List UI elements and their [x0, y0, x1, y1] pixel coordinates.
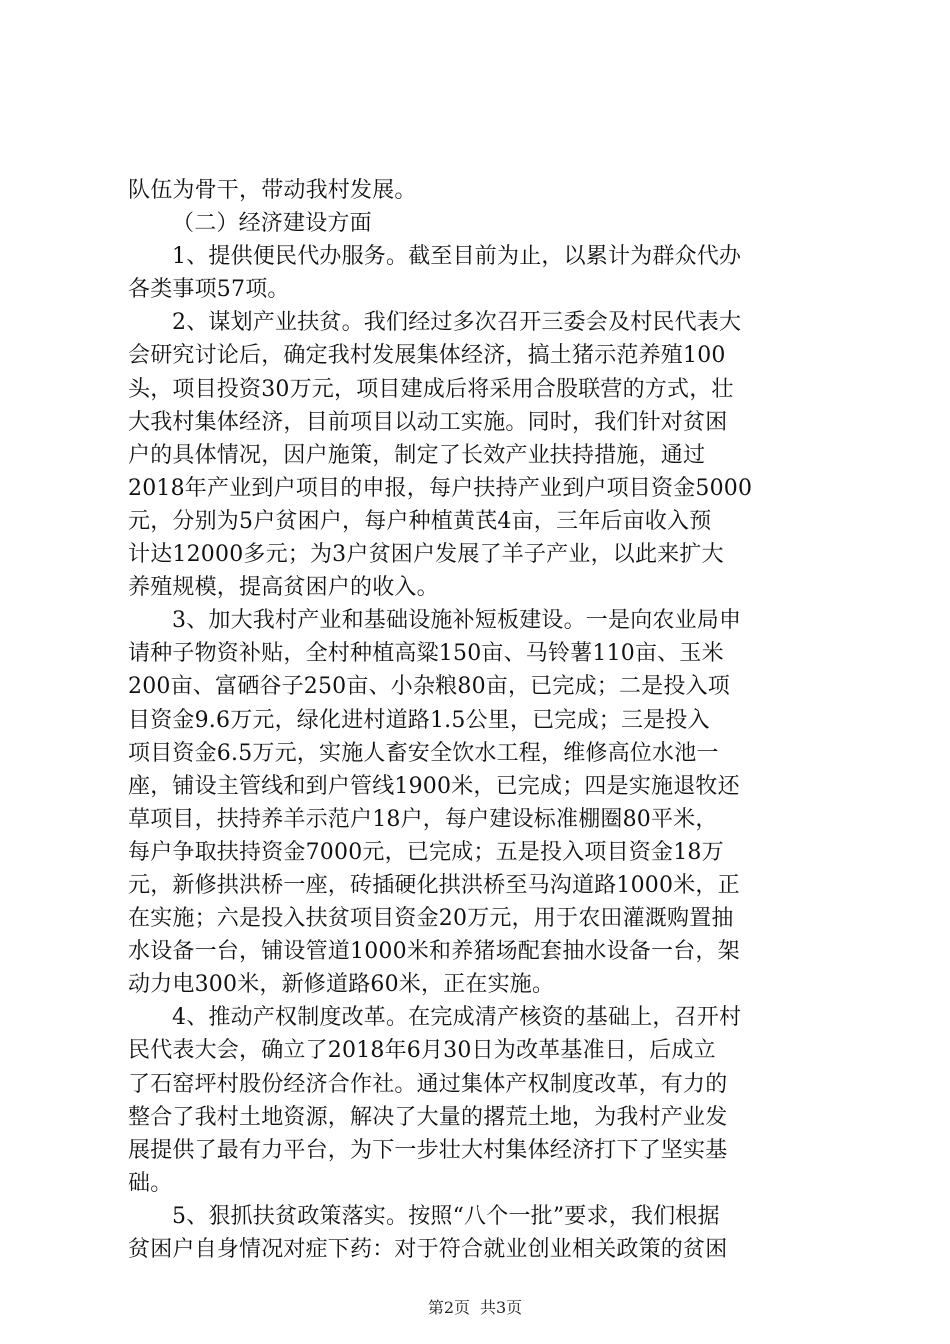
text-line: 水设备一台，铺设管道1000米和养猪场配套抽水设备一台，架 — [128, 939, 740, 965]
text-line: 元，分别为5户贫困户，每户种植黄芪4亩，三年后亩收入预 — [128, 508, 712, 534]
text-line: 计达12000多元；为3户贫困户发展了羊子产业，以此来扩大 — [128, 542, 724, 568]
text-line: 项目资金6.5万元，实施人畜安全饮水工程，维修高位水池一 — [128, 740, 719, 766]
text-line: 目资金9.6万元，绿化进村道路1.5公里，已完成；三是投入 — [128, 707, 710, 733]
text-line: 元，新修拱洪桥一座，砖插硬化拱洪桥至马沟道路1000米，正 — [128, 872, 740, 898]
text-line: 4、推动产权制度改革。在完成清产核资的基础上，召开村 — [172, 1005, 742, 1031]
text-line: 在实施；六是投入扶贫项目资金20万元，用于农田灌溉购置抽 — [128, 906, 734, 932]
text-line: 队伍为骨干，带动我村发展。 — [128, 178, 417, 203]
text-line: （二）经济建设方面 — [172, 211, 372, 237]
text-line: 养殖规模，提高贫困户的收入。 — [128, 575, 439, 601]
text-line: 头，项目投资30万元，项目建成后将采用合股联营的方式，壮 — [128, 376, 734, 402]
text-line: 各类事项57项。 — [128, 277, 290, 303]
text-line: 大我村集体经济，目前项目以动工实施。同时，我们针对贫困 — [128, 409, 728, 435]
text-line: 民代表大会，确立了2018年6月30日为改革基准日，后成立 — [128, 1038, 716, 1064]
page-footer — [0, 1298, 950, 1318]
text-line: 1、提供便民代办服务。截至目前为止，以累计为群众代办 — [172, 244, 742, 270]
text-line: 整合了我村土地资源，解决了大量的撂荒土地，为我村产业发 — [128, 1104, 728, 1130]
text-line: 5、狠抓扶贫政策落实。按照“八个一批”要求，我们根据 — [172, 1203, 720, 1229]
page-total: 共3页 — [480, 1298, 523, 1317]
text-line: 动力电300米，新修道路60米，正在实施。 — [128, 972, 555, 998]
text-line: 请种子物资补贴，全村种植高粱150亩、马铃薯110亩、玉米 — [128, 641, 724, 667]
text-line: 2018年产业到户项目的申报，每户扶持产业到户项目资金5000 — [128, 475, 753, 501]
text-line: 草项目，扶持养羊示范户18户，每户建设标准棚圈80平米， — [128, 806, 718, 832]
page-number: 第2页 — [427, 1298, 470, 1317]
text-line: 础。 — [128, 1170, 173, 1196]
text-line: 座，铺设主管线和到户管线1900米，已完成；四是实施退牧还 — [128, 773, 740, 799]
text-line: 展提供了最有力平台，为下一步壮大村集体经济打下了坚实基 — [128, 1137, 728, 1163]
document-body — [128, 174, 828, 1266]
text-line: 每户争取扶持资金7000元，已完成；五是投入项目资金18万 — [128, 839, 724, 865]
text-line: 3、加大我村产业和基础设施补短板建设。一是向农业局申 — [172, 608, 742, 634]
text-line: 户的具体情况，因户施策，制定了长效产业扶持措施，通过 — [128, 442, 706, 468]
text-line: 了石窑坪村股份经济合作社。通过集体产权制度改革，有力的 — [128, 1071, 728, 1097]
text-line: 贫困户自身情况对症下药：对于符合就业创业相关政策的贫困 — [128, 1237, 728, 1262]
text-line: 2、谋划产业扶贫。我们经过多次召开三委会及村民代表大 — [172, 310, 742, 336]
text-line: 200亩、富硒谷子250亩、小杂粮80亩，已完成；二是投入项 — [128, 674, 730, 700]
text-line: 会研究讨论后，确定我村发展集体经济，搞土猪示范养殖100 — [128, 343, 726, 369]
